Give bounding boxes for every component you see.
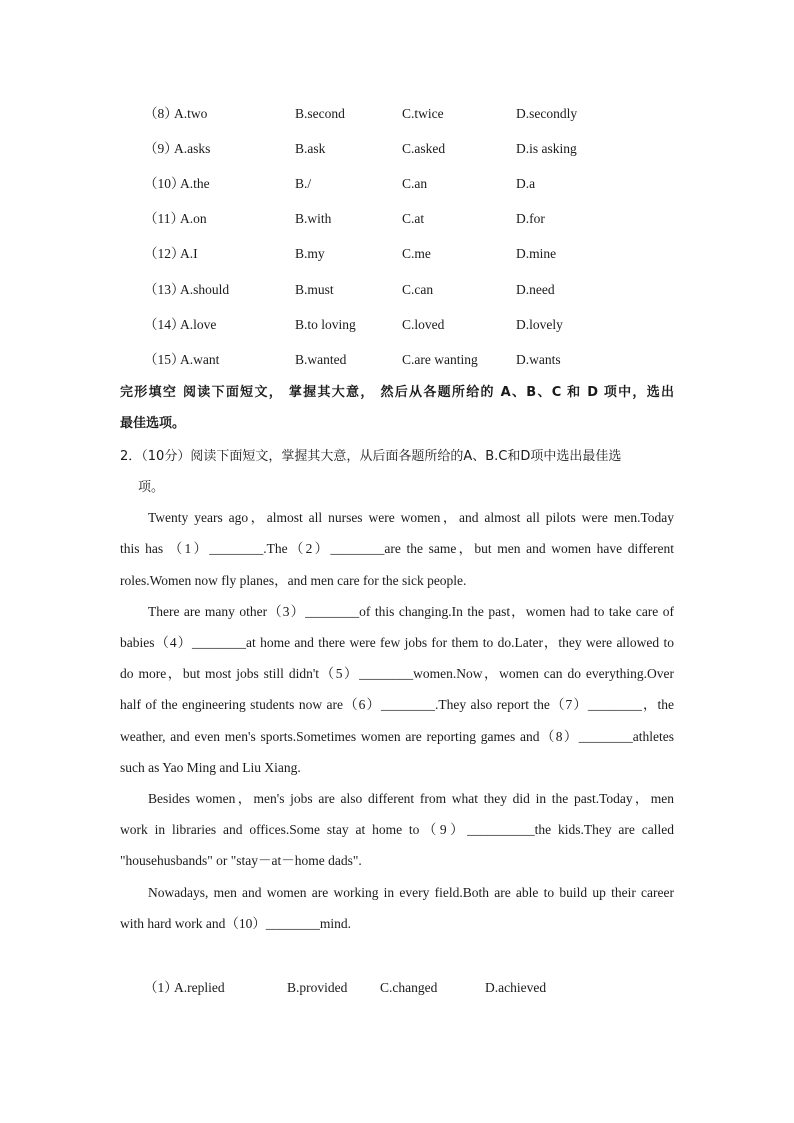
passage-line: with hard work and（10）________mind. [120, 916, 351, 931]
option-c: C.changed [380, 980, 438, 995]
section-heading-line2: 最佳选项。 [120, 416, 186, 431]
option-d: D.a [516, 176, 536, 191]
option-d: D.lovely [516, 317, 563, 332]
passage-line: There are many other（3）________of this changing.In the past，women had to take care of [148, 604, 674, 619]
option-a: A.replied [174, 980, 225, 995]
passage-line: Besides women，men's jobs are also different from what they did in the past.Today，men [148, 791, 674, 806]
passage-line: Nowadays, men and women are working in every field.Both are able to build up their career [148, 885, 674, 900]
option-d: D.is asking [516, 141, 577, 156]
option-b: B.ask [295, 141, 326, 156]
question-2-title: 2．（10分）阅读下面短文，掌握其大意，从后面各题所给的A、B.C和D项中选出最佳选 [120, 449, 622, 464]
option-a: A.should [180, 282, 230, 297]
option-c: C.are wanting [402, 352, 478, 367]
option-d: D.wants [516, 352, 561, 367]
option-d: D.for [516, 211, 545, 226]
section-heading-line1: 完形填空 阅读下面短文， 掌握其大意， 然后从各题所给的 A、B、C 和 D 项中，选出 [120, 385, 674, 400]
question-number: （12） [144, 246, 185, 261]
option-a: A.on [180, 211, 207, 226]
passage-line: half of the engineering students now are（6）________.They also report the（7）________，the [120, 697, 674, 712]
question-number: （14） [144, 317, 185, 332]
option-a: A.the [180, 176, 210, 191]
option-a: A.want [180, 352, 220, 367]
question-number: （9） [144, 141, 178, 156]
option-b: B.my [295, 246, 325, 261]
question-number: （10） [144, 176, 185, 191]
option-d: D.secondly [516, 106, 578, 121]
option-b: B.to loving [295, 317, 356, 332]
option-c: C.an [402, 176, 428, 191]
question-number: （8） [144, 106, 178, 121]
passage-line: "househusbands" or "stay－at－home dads". [120, 853, 362, 868]
question-2-title-cont: 项。 [138, 480, 165, 495]
passage-line: weather, and even men's sports.Sometimes women are reporting games and（8）________athletes [120, 729, 674, 744]
option-c: C.can [402, 282, 434, 297]
option-d: D.achieved [485, 980, 547, 995]
option-a: A.I [180, 246, 198, 261]
option-b: B.with [295, 211, 332, 226]
option-b: B.provided [287, 980, 348, 995]
passage-line: babies（4）________at home and there were few jobs for them to do.Later，they were allowed to [120, 635, 674, 650]
option-b: B.second [295, 106, 345, 121]
passage-line: this has （1）________.The（2）________are the same，but men and women have different [120, 541, 674, 556]
option-a: A.asks [174, 141, 211, 156]
option-a: A.two [174, 106, 208, 121]
question-number: （15） [144, 352, 185, 367]
question-number: （1） [144, 980, 178, 995]
passage-line: work in libraries and offices.Some stay at home to（9）__________the kids.They are called [120, 822, 674, 837]
option-c: C.me [402, 246, 431, 261]
option-d: D.need [516, 282, 555, 297]
question-number: （11） [144, 211, 184, 226]
option-b: B.must [295, 282, 334, 297]
option-c: C.loved [402, 317, 445, 332]
option-c: C.twice [402, 106, 444, 121]
option-c: C.asked [402, 141, 446, 156]
option-b: B.wanted [295, 352, 347, 367]
question-number: （13） [144, 282, 185, 297]
passage-line: such as Yao Ming and Liu Xiang. [120, 760, 301, 775]
passage-line: Twenty years ago，almost all nurses were women，and almost all pilots were men.Today [148, 510, 674, 525]
passage-line: do more，but most jobs still didn't（5）________women.Now，women can do everything.Over [120, 666, 674, 681]
option-d: D.mine [516, 246, 557, 261]
passage-line: roles.Women now fly planes，and men care for the sick people. [120, 573, 467, 588]
option-b: B./ [295, 176, 312, 191]
option-a: A.love [180, 317, 217, 332]
option-c: C.at [402, 211, 425, 226]
